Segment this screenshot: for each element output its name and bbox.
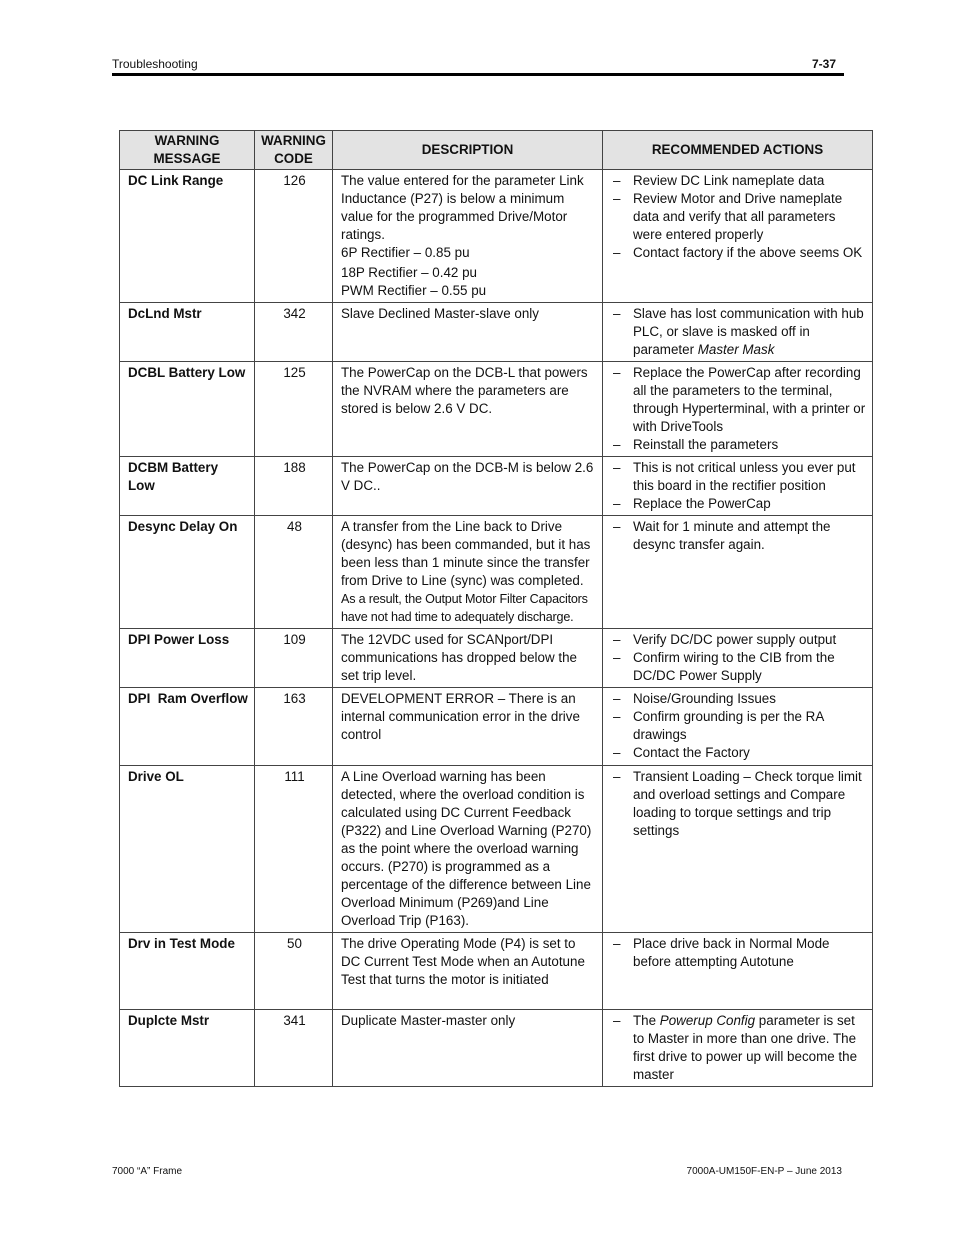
warning-message: Drive OL	[120, 766, 255, 933]
table-row	[120, 170, 873, 303]
action-item: – The Powerup Config parameter is set to Master in more than one drive. The first drive to power up will become the master	[611, 1012, 866, 1084]
warning-description: DEVELOPMENT ERROR – There is an internal communication error in the drive control	[333, 688, 603, 766]
warning-code: 111	[255, 766, 333, 933]
action-item: – Replace the PowerCap after recording all the parameters to the terminal, through Hyperterminal, with a printer or with DriveTools	[611, 364, 866, 436]
action-item: – Contact factory if the above seems OK	[611, 244, 866, 262]
warning-message: DcLnd Mstr	[120, 303, 255, 362]
recommended-actions	[603, 170, 873, 303]
action-item: – Review DC Link nameplate data	[611, 172, 866, 190]
table-row	[120, 303, 873, 362]
action-item: – Slave has lost communication with hub PLC, or slave is masked off in parameter Master Mask	[611, 305, 866, 359]
action-item: – Noise/Grounding Issues	[611, 690, 866, 708]
footer-product: 7000 “A” Frame	[112, 1166, 183, 1177]
action-item: – Contact the Factory	[611, 744, 866, 762]
recommended-actions	[603, 629, 873, 688]
table-header-row	[120, 131, 873, 170]
warning-message: DCBM Battery Low	[120, 457, 255, 516]
header-rule	[112, 73, 844, 76]
warning-code: 126	[255, 170, 333, 303]
header-section-title: Troubleshooting	[112, 57, 198, 71]
table-row	[120, 362, 873, 457]
footer-document-id: 7000A-UM150F-EN-P – June 2013	[686, 1166, 842, 1177]
action-item: – Transient Loading – Check torque limit and overload settings and Compare loading to torque settings and trip settings	[611, 768, 866, 840]
action-item: – Confirm wiring to the CIB from the DC/DC Power Supply	[611, 649, 866, 685]
warning-description: Slave Declined Master-slave only	[333, 303, 603, 362]
warning-description: A transfer from the Line back to Drive (desync) has been commanded, but it has been less than 1 minute since the transfer from Drive to Line (sync) was completed. As a result, the Output Motor Filter Capacitors have not had time to adequately discharge.	[333, 516, 603, 629]
action-item: – Reinstall the parameters	[611, 436, 866, 454]
recommended-actions	[603, 1010, 873, 1087]
recommended-actions	[603, 688, 873, 766]
col-header-recommended-actions: RECOMMENDED ACTIONS	[603, 131, 873, 170]
warning-code: 163	[255, 688, 333, 766]
warning-message: Duplcte Mstr	[120, 1010, 255, 1087]
table-row	[120, 933, 873, 1010]
warning-description: The PowerCap on the DCB-L that powers the NVRAM where the parameters are stored is below 2.6 V DC.	[333, 362, 603, 457]
warning-message: DPI Power Loss	[120, 629, 255, 688]
warning-code: 109	[255, 629, 333, 688]
warning-description: The PowerCap on the DCB-M is below 2.6 V DC..	[333, 457, 603, 516]
warnings-table	[119, 130, 873, 1087]
action-item: – Wait for 1 minute and attempt the desync transfer again.	[611, 518, 866, 554]
table-row	[120, 457, 873, 516]
table-row	[120, 766, 873, 933]
recommended-actions	[603, 766, 873, 933]
warning-description: The 12VDC used for SCANport/DPI communications has dropped below the set trip level.	[333, 629, 603, 688]
recommended-actions	[603, 457, 873, 516]
recommended-actions	[603, 362, 873, 457]
warning-code: 341	[255, 1010, 333, 1087]
warning-description: The value entered for the parameter Link Inductance (P27) is below a minimum value for the programmed Drive/Motor ratings. 6P Rectifier – 0.85 pu 18P Rectifier – 0.42 pu PWM Rectifier – 0.55 pu	[333, 170, 603, 303]
action-item: – Verify DC/DC power supply output	[611, 631, 866, 649]
col-header-description: DESCRIPTION	[333, 131, 603, 170]
action-item: – Confirm grounding is per the RA drawings	[611, 708, 866, 744]
warning-description: The drive Operating Mode (P4) is set to DC Current Test Mode when an Autotune Test that turns the motor is initiated	[333, 933, 603, 1010]
table-row	[120, 688, 873, 766]
warning-description: A Line Overload warning has been detected, where the overload condition is calculated using DC Current Feedback (P322) and Line Overload Warning (P270) as the point where the overload warning occurs. (P270) is programmed as a percentage of the difference between Line Overload Minimum (P269)and Line Overload Trip (P163).	[333, 766, 603, 933]
table-row	[120, 629, 873, 688]
recommended-actions	[603, 303, 873, 362]
col-header-warning-message: WARNING MESSAGE	[120, 131, 255, 170]
warning-code: 50	[255, 933, 333, 1010]
warning-message: DCBL Battery Low	[120, 362, 255, 457]
action-item: – Place drive back in Normal Mode before attempting Autotune	[611, 935, 866, 971]
warning-code: 125	[255, 362, 333, 457]
warning-message: Drv in Test Mode	[120, 933, 255, 1010]
warning-code: 342	[255, 303, 333, 362]
warning-code: 48	[255, 516, 333, 629]
warning-message: Desync Delay On	[120, 516, 255, 629]
recommended-actions	[603, 516, 873, 629]
page-number: 7-37	[811, 57, 836, 71]
action-item: – Replace the PowerCap	[611, 495, 866, 513]
action-item: – This is not critical unless you ever put this board in the rectifier position	[611, 459, 866, 495]
table-row	[120, 516, 873, 629]
recommended-actions	[603, 933, 873, 1010]
warning-message: DPI Ram Overflow	[120, 688, 255, 766]
col-header-warning-code: WARNING CODE	[255, 131, 333, 170]
warning-code: 188	[255, 457, 333, 516]
table-row	[120, 1010, 873, 1087]
warning-message: DC Link Range	[120, 170, 255, 303]
warning-description: Duplicate Master-master only	[333, 1010, 603, 1087]
action-item: – Review Motor and Drive nameplate data and verify that all parameters were entered properly	[611, 190, 866, 244]
